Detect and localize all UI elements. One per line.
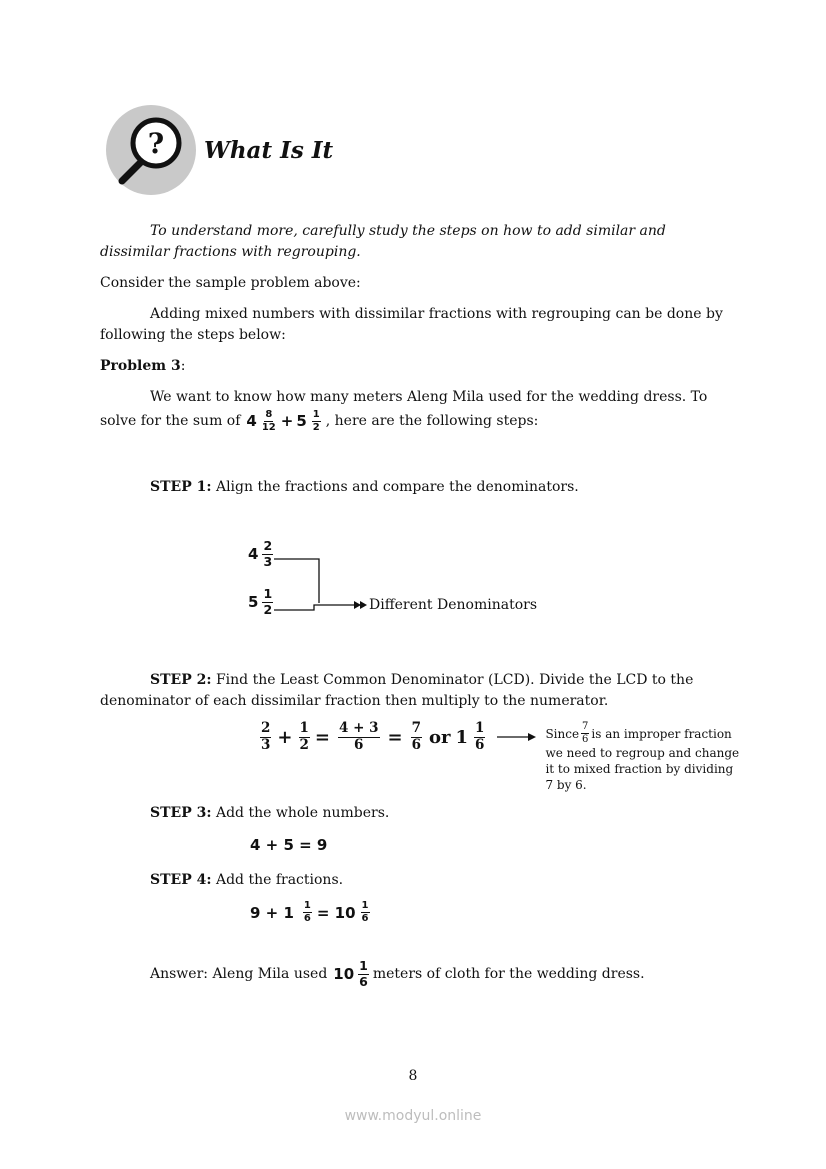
problem-paragraph — [100, 387, 727, 433]
step3-text: Add the whole numbers. — [215, 805, 390, 821]
intro-text — [100, 221, 727, 263]
step4-lhs: 9 + 1 — [250, 903, 294, 922]
whole: 1 — [455, 726, 469, 748]
step4-text: Add the fractions. — [215, 872, 344, 888]
numerator: 1 — [299, 720, 309, 736]
answer-prefix: Answer: Aleng Mila used — [150, 965, 328, 982]
note-body — [545, 745, 741, 793]
denominator: 2 — [299, 736, 309, 753]
problem-whole-1: 4 — [246, 412, 257, 430]
numerator: 4 + 3 — [339, 720, 379, 736]
denominator: 6 — [303, 913, 311, 924]
step2-equation — [258, 722, 537, 752]
denominator: 6 — [582, 734, 589, 745]
note-line-3: change it to mixed fraction by — [545, 746, 740, 776]
numerator: 1 — [303, 900, 311, 911]
numerator: 1 — [359, 958, 368, 973]
fraction-1-6 — [303, 901, 312, 924]
numerator: 2 — [263, 538, 273, 553]
step3-block — [150, 803, 727, 854]
step2-text — [100, 670, 727, 712]
answer-suffix: meters of cloth for the wedding dress. — [372, 965, 645, 982]
denominator: 2 — [312, 422, 320, 433]
problem-suffix: , here are the following steps: — [325, 413, 539, 429]
step2-work — [258, 722, 826, 793]
step1-text: Align the fractions and compare the denominators. — [215, 479, 579, 495]
whole: 4 — [248, 545, 259, 563]
answer-block — [150, 960, 727, 988]
page-number: 8 — [408, 1068, 418, 1084]
note-fraction — [581, 722, 589, 745]
consider-text: Consider the sample problem above: — [100, 275, 361, 291]
denominator: 6 — [354, 736, 364, 753]
adding-text — [100, 304, 727, 346]
numerator: 1 — [361, 900, 369, 911]
svg-text:?: ? — [147, 127, 165, 160]
numerator: 7 — [582, 721, 589, 732]
problem-whole-2: 5 — [296, 412, 307, 430]
fraction-1-2 — [299, 722, 310, 752]
step4-label: STEP 4: — [150, 872, 212, 888]
step1-label: STEP 1: — [150, 479, 212, 495]
step4-heading — [150, 870, 727, 891]
bracket-arrow-icon — [248, 538, 378, 628]
watermark: www.modyul.online — [344, 1108, 482, 1124]
equals-sign: = — [387, 726, 403, 748]
denominator: 3 — [263, 553, 273, 569]
problem-label: Problem 3 — [100, 358, 181, 374]
denominator: 2 — [263, 601, 273, 617]
fraction-1-6 — [474, 722, 485, 752]
step4-equation — [250, 901, 727, 924]
step1-block — [150, 477, 727, 498]
numerator: 1 — [312, 409, 320, 420]
note-line-1 — [545, 722, 741, 745]
numerator: 7 — [411, 720, 421, 736]
adding-line-1: Adding mixed numbers with dissimilar fractions with regrouping can be done — [150, 306, 702, 322]
note-since: Since — [545, 726, 580, 741]
answer-fraction — [358, 960, 369, 988]
note-rest: is an improper fraction — [591, 726, 732, 741]
step2-note — [545, 722, 741, 793]
plus-sign: + — [277, 726, 293, 748]
step2-text-1: Find the Least Common Denominator (LCD). Divide the LCD to the — [215, 672, 694, 688]
footer — [0, 1068, 826, 1144]
answer-whole: 10 — [333, 964, 355, 983]
section-title: What Is It — [204, 136, 334, 164]
step1-heading — [150, 477, 727, 498]
intro-paragraph — [100, 221, 727, 263]
step3-label: STEP 3: — [150, 805, 212, 821]
whole: 5 — [248, 593, 259, 611]
different-denominators-label: Different Denominators — [369, 597, 538, 613]
problem-heading-block — [100, 356, 727, 377]
numerator: 8 — [265, 409, 273, 420]
adding-line-2: by following the steps below: — [100, 306, 723, 343]
problem-heading — [100, 356, 727, 377]
note-line-4: dividing 7 by 6. — [545, 762, 734, 792]
arrow-right-icon — [497, 731, 537, 743]
problem-fraction-1 — [262, 410, 276, 433]
fraction-2-3 — [260, 722, 271, 752]
section-header — [106, 0, 826, 195]
fraction-1-6 — [361, 901, 370, 924]
problem-line-2 — [100, 410, 727, 433]
denominator: 6 — [411, 736, 421, 753]
problem-plus: + — [280, 412, 294, 430]
note-line-2: we need to regroup and — [545, 746, 692, 760]
problem-line-1: We want to know how many meters Aleng Mila used for the wedding dress. To — [150, 389, 708, 405]
consider-paragraph — [100, 273, 727, 294]
step2-paragraph — [100, 670, 727, 712]
intro-line-2: dissimilar fractions with regrouping. — [100, 244, 361, 260]
adding-paragraph — [100, 304, 727, 346]
intro-line-1: To understand more, carefully study the steps on how to add similar and — [150, 223, 666, 239]
denominator: 6 — [359, 973, 368, 989]
step2-line-2: denominator of each dissimilar fraction then multiply to the numerator. — [100, 693, 609, 709]
denominator: 12 — [261, 422, 276, 433]
step3-equation: 4 + 5 = 9 — [250, 836, 328, 854]
magnifier-question-icon — [106, 105, 196, 195]
step1-diagram — [248, 538, 588, 630]
numerator: 1 — [475, 720, 485, 736]
problem-prefix: solve for the sum of — [100, 413, 241, 429]
equals-sign: = — [314, 726, 330, 748]
problem-colon: : — [180, 358, 186, 374]
numerator: 1 — [263, 586, 273, 601]
or-word: or — [429, 726, 451, 748]
numerator: 2 — [261, 720, 271, 736]
fraction-sum — [338, 722, 380, 752]
step2-label: STEP 2: — [150, 672, 212, 688]
fraction-7-6 — [411, 722, 422, 752]
step4-result-whole: = 10 — [316, 903, 356, 922]
denominator: 6 — [475, 736, 485, 753]
denominator: 3 — [261, 736, 271, 753]
denominator: 6 — [361, 913, 369, 924]
step3-heading — [150, 803, 727, 824]
answer-line — [150, 960, 727, 988]
step4-block — [150, 870, 727, 924]
problem-fraction-2 — [312, 410, 321, 433]
